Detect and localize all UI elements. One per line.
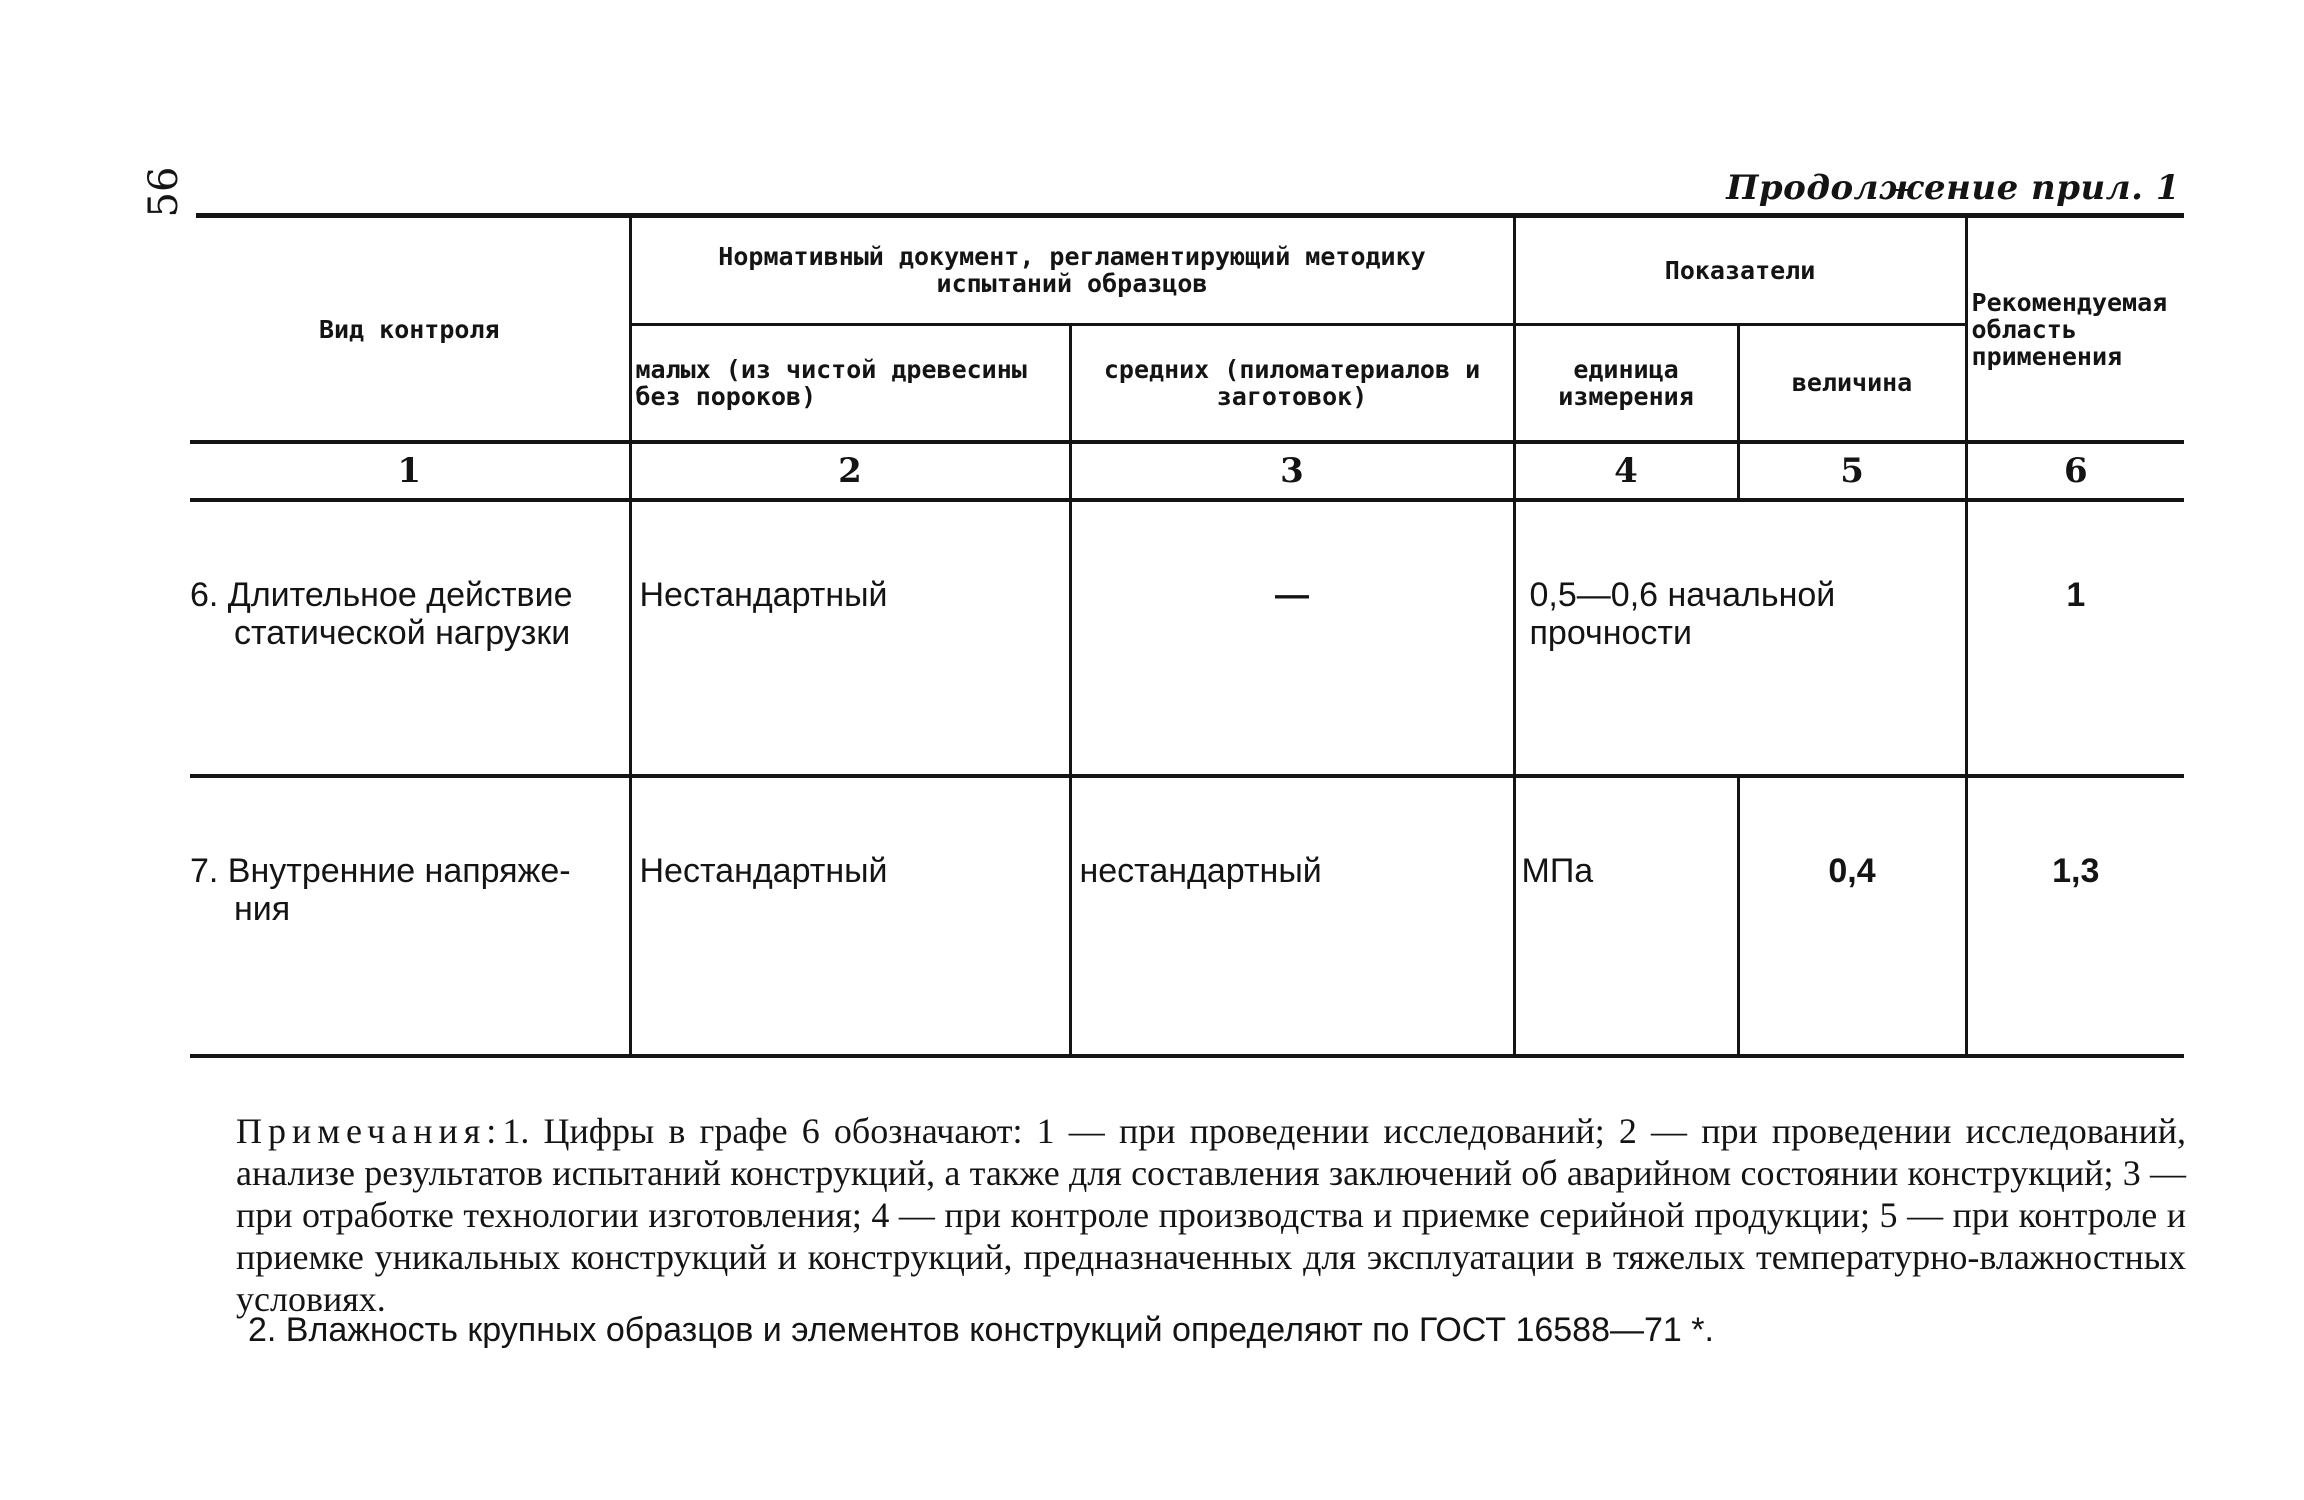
notes-label: Примечания:	[236, 1111, 503, 1151]
table-row	[190, 500, 2184, 776]
table-row	[190, 776, 2184, 1056]
note-1: 1. Цифры в графе 6 обозначают: 1 — при проведении исследований; 2 — при проведении исследований, анализе результатов испытаний конструкций, а также для составления заключений об аварийном состоянии конструкций; 3 — при отработке технологии изготовления; 4 — при контроле производства и приемке серийной продукции; 5 — при контроле и приемке уникальных конструкций и конструкций, предназначенных для эксплуатации в тяжелых температурно-влажностных условиях.	[236, 1111, 2186, 1319]
row-medium-doc: —	[1070, 500, 1514, 776]
column-number: 4	[1514, 442, 1738, 500]
header-application-area	[1966, 218, 2184, 442]
note-2: 2. Влажность крупных образцов и элементов конструкций определяют по ГОСТ 16588—71 *.	[248, 1311, 1714, 1349]
row-unit-value-merged: 0,5—0,6 начальной прочности	[1514, 500, 1966, 776]
row-medium-doc: нестандартный	[1070, 776, 1514, 1056]
continuation-caption: Продолжение прил. 1	[1726, 168, 2180, 208]
header-value-label: величина	[1791, 368, 1913, 398]
column-number: 3	[1070, 442, 1514, 500]
header-indicators-label: Показатели	[1664, 255, 1816, 285]
row-control-type	[190, 500, 630, 776]
header-value	[1738, 324, 1966, 442]
header-unit-label: единица измерения	[1558, 354, 1694, 411]
data-table	[190, 218, 2184, 1058]
header-control-type	[190, 218, 630, 442]
header-small-samples-label: малых (из чистой древесины без пороков)	[635, 354, 1027, 411]
row-name-line1: 7. Внутренние напряже-	[190, 852, 571, 890]
header-document-group	[630, 218, 1514, 324]
row-value: 0,4	[1738, 776, 1966, 1056]
row-name-line2: ния	[234, 890, 291, 928]
row-small-doc: Нестандартный	[630, 776, 1070, 1056]
row-name-line1: 6. Длительное действие	[190, 576, 573, 614]
header-indicators-group	[1514, 218, 1966, 324]
header-control-type-label: Вид контроля	[318, 314, 500, 344]
row-control-type	[190, 776, 630, 1056]
row-application-area: 1,3	[1966, 776, 2184, 1056]
notes-block	[236, 1110, 2186, 1320]
row-small-doc: Нестандартный	[630, 500, 1070, 776]
header-document-group-label: Нормативный документ, регламентирующий методику испытаний образцов	[718, 242, 1426, 299]
header-small-samples	[630, 324, 1070, 442]
row-name-line2: статической нагрузки	[234, 614, 571, 652]
header-medium-samples	[1070, 324, 1514, 442]
column-number-row	[190, 442, 2184, 500]
row-unit: МПа	[1514, 776, 1738, 1056]
header-unit	[1514, 324, 1738, 442]
column-number: 1	[190, 442, 630, 500]
row-application-area: 1	[1966, 500, 2184, 776]
column-number: 2	[630, 442, 1070, 500]
page-number: 56	[141, 166, 187, 218]
header-medium-samples-label: средних (пиломатериалов и заготовок)	[1103, 354, 1481, 411]
column-number: 5	[1738, 442, 1966, 500]
column-number: 6	[1966, 442, 2184, 500]
header-application-area-label: Рекомендуемая область применения	[1971, 287, 2168, 371]
